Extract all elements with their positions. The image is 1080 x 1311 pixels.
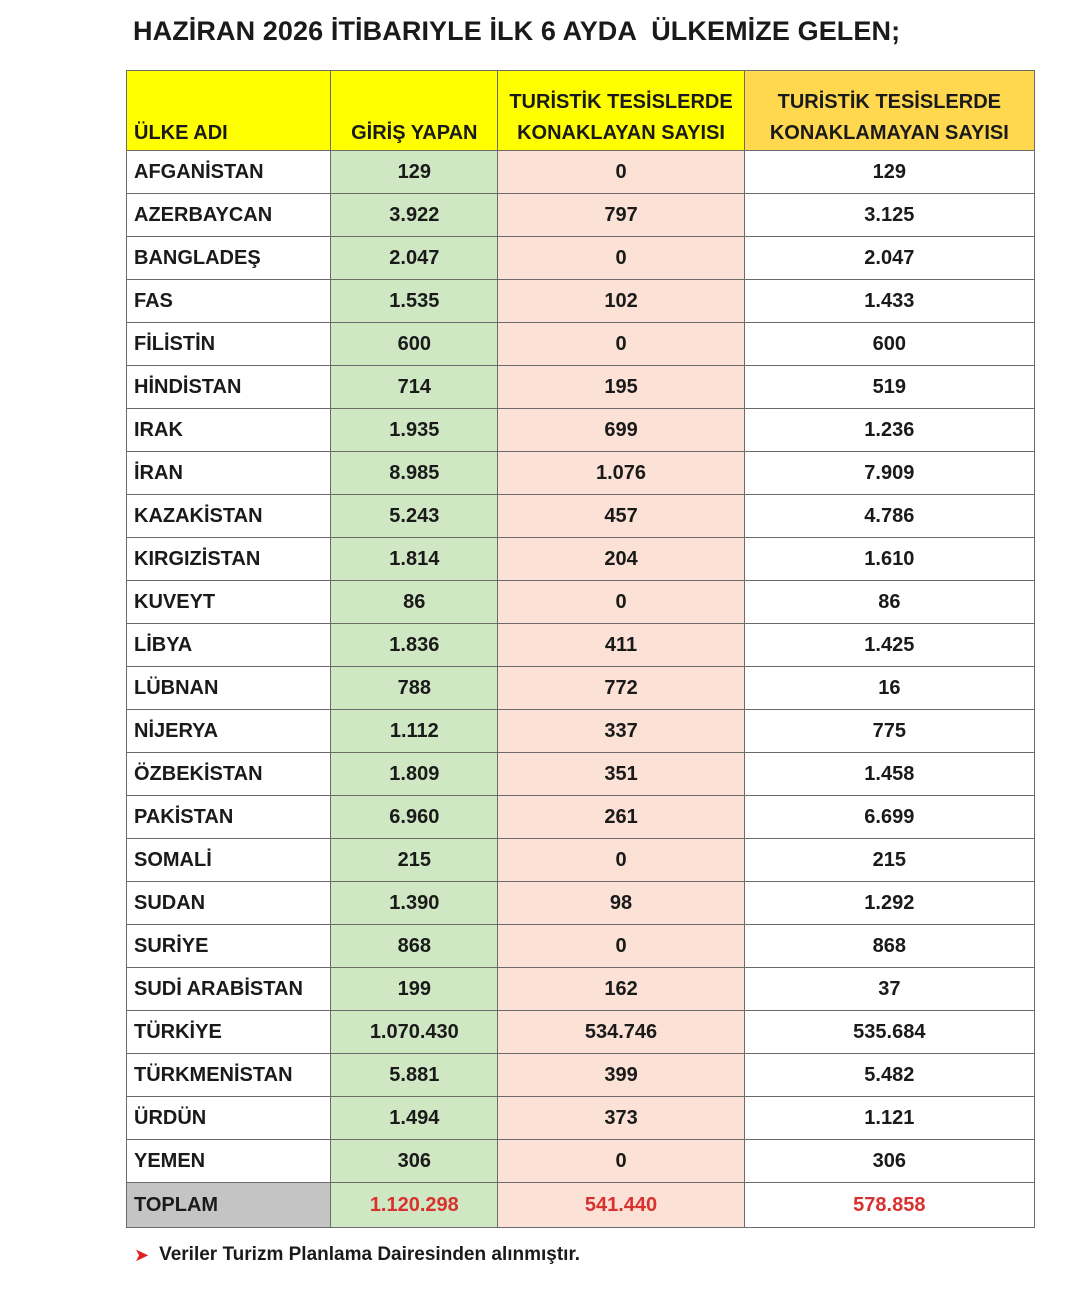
row-not-staying: 306 <box>744 1140 1034 1183</box>
total-row <box>127 1183 1035 1228</box>
row-country: HİNDİSTAN <box>127 366 331 409</box>
row-entries: 2.047 <box>331 237 498 280</box>
row-not-staying: 4.786 <box>744 495 1034 538</box>
row-not-staying: 5.482 <box>744 1054 1034 1097</box>
row-country: FAS <box>127 280 331 323</box>
row-country: BANGLADEŞ <box>127 237 331 280</box>
row-staying: 457 <box>498 495 744 538</box>
row-not-staying: 535.684 <box>744 1011 1034 1054</box>
table-row <box>127 323 1035 366</box>
row-staying: 195 <box>498 366 744 409</box>
table-row <box>127 710 1035 753</box>
row-country: SOMALİ <box>127 839 331 882</box>
table-row <box>127 925 1035 968</box>
row-country: KAZAKİSTAN <box>127 495 331 538</box>
table-row <box>127 495 1035 538</box>
row-not-staying: 1.458 <box>744 753 1034 796</box>
table-row <box>127 839 1035 882</box>
row-country: AZERBAYCAN <box>127 194 331 237</box>
row-staying: 373 <box>498 1097 744 1140</box>
row-entries: 1.494 <box>331 1097 498 1140</box>
table-row <box>127 237 1035 280</box>
table-row <box>127 1140 1035 1183</box>
table-row <box>127 1011 1035 1054</box>
table-row <box>127 667 1035 710</box>
table-row <box>127 624 1035 667</box>
table-header-row <box>127 71 1035 151</box>
row-entries: 1.070.430 <box>331 1011 498 1054</box>
table-row <box>127 753 1035 796</box>
row-country: TÜRKMENİSTAN <box>127 1054 331 1097</box>
table-row <box>127 452 1035 495</box>
row-not-staying: 6.699 <box>744 796 1034 839</box>
row-country: SURİYE <box>127 925 331 968</box>
table-row <box>127 581 1035 624</box>
row-entries: 129 <box>331 151 498 194</box>
row-country: YEMEN <box>127 1140 331 1183</box>
row-entries: 306 <box>331 1140 498 1183</box>
row-not-staying: 600 <box>744 323 1034 366</box>
table-row <box>127 366 1035 409</box>
row-not-staying: 16 <box>744 667 1034 710</box>
row-staying: 0 <box>498 237 744 280</box>
table-row <box>127 409 1035 452</box>
row-entries: 5.881 <box>331 1054 498 1097</box>
row-staying: 0 <box>498 839 744 882</box>
row-not-staying: 2.047 <box>744 237 1034 280</box>
row-not-staying: 86 <box>744 581 1034 624</box>
table-row <box>127 194 1035 237</box>
row-country: NİJERYA <box>127 710 331 753</box>
row-staying: 0 <box>498 151 744 194</box>
row-not-staying: 519 <box>744 366 1034 409</box>
row-not-staying: 129 <box>744 151 1034 194</box>
row-country: FİLİSTİN <box>127 323 331 366</box>
row-staying: 102 <box>498 280 744 323</box>
row-staying: 1.076 <box>498 452 744 495</box>
row-staying: 797 <box>498 194 744 237</box>
table-row <box>127 538 1035 581</box>
row-country: TÜRKİYE <box>127 1011 331 1054</box>
table-row <box>127 1054 1035 1097</box>
row-not-staying: 1.292 <box>744 882 1034 925</box>
row-not-staying: 3.125 <box>744 194 1034 237</box>
row-entries: 1.112 <box>331 710 498 753</box>
row-staying: 98 <box>498 882 744 925</box>
row-country: SUDAN <box>127 882 331 925</box>
row-not-staying: 1.121 <box>744 1097 1034 1140</box>
row-staying: 699 <box>498 409 744 452</box>
row-not-staying: 37 <box>744 968 1034 1011</box>
table-row <box>127 280 1035 323</box>
row-not-staying: 7.909 <box>744 452 1034 495</box>
header-entries: GİRİŞ YAPAN <box>331 71 498 151</box>
row-staying: 261 <box>498 796 744 839</box>
row-entries: 1.836 <box>331 624 498 667</box>
row-staying: 411 <box>498 624 744 667</box>
row-entries: 5.243 <box>331 495 498 538</box>
footnote <box>134 1244 580 1266</box>
row-country: LİBYA <box>127 624 331 667</box>
row-country: AFGANİSTAN <box>127 151 331 194</box>
row-country: LÜBNAN <box>127 667 331 710</box>
footnote-text: Veriler Turizm Planlama Dairesinden alınmıştır. <box>159 1244 581 1265</box>
row-country: ÜRDÜN <box>127 1097 331 1140</box>
total-entries: 1.120.298 <box>331 1183 498 1228</box>
row-country: KIRGIZİSTAN <box>127 538 331 581</box>
row-not-staying: 1.433 <box>744 280 1034 323</box>
row-entries: 1.809 <box>331 753 498 796</box>
row-entries: 868 <box>331 925 498 968</box>
arrivals-table <box>126 70 1035 1228</box>
row-staying: 162 <box>498 968 744 1011</box>
row-entries: 6.960 <box>331 796 498 839</box>
total-not-staying: 578.858 <box>744 1183 1034 1228</box>
row-staying: 399 <box>498 1054 744 1097</box>
row-country: ÖZBEKİSTAN <box>127 753 331 796</box>
row-entries: 788 <box>331 667 498 710</box>
row-staying: 337 <box>498 710 744 753</box>
row-staying: 772 <box>498 667 744 710</box>
row-entries: 215 <box>331 839 498 882</box>
table-row <box>127 882 1035 925</box>
row-country: KUVEYT <box>127 581 331 624</box>
row-country: PAKİSTAN <box>127 796 331 839</box>
row-entries: 1.935 <box>331 409 498 452</box>
row-entries: 1.535 <box>331 280 498 323</box>
row-entries: 1.390 <box>331 882 498 925</box>
row-staying: 0 <box>498 1140 744 1183</box>
header-staying: TURİSTİK TESİSLERDE KONAKLAYAN SAYISI <box>498 71 744 151</box>
table-row <box>127 796 1035 839</box>
total-label: TOPLAM <box>127 1183 331 1228</box>
row-entries: 714 <box>331 366 498 409</box>
page-title: HAZİRAN 2026 İTİBARIYLE İLK 6 AYDA ÜLKEMİZE GELEN; <box>133 16 901 46</box>
row-country: IRAK <box>127 409 331 452</box>
row-staying: 534.746 <box>498 1011 744 1054</box>
row-staying: 0 <box>498 581 744 624</box>
row-entries: 600 <box>331 323 498 366</box>
row-not-staying: 1.610 <box>744 538 1034 581</box>
row-entries: 199 <box>331 968 498 1011</box>
row-staying: 0 <box>498 323 744 366</box>
row-entries: 86 <box>331 581 498 624</box>
row-not-staying: 868 <box>744 925 1034 968</box>
table-row <box>127 151 1035 194</box>
table-row <box>127 1097 1035 1140</box>
row-not-staying: 1.425 <box>744 624 1034 667</box>
row-not-staying: 1.236 <box>744 409 1034 452</box>
row-not-staying: 775 <box>744 710 1034 753</box>
row-staying: 351 <box>498 753 744 796</box>
row-entries: 3.922 <box>331 194 498 237</box>
row-country: SUDİ ARABİSTAN <box>127 968 331 1011</box>
table-row <box>127 968 1035 1011</box>
row-staying: 0 <box>498 925 744 968</box>
arrow-bullet-icon: ➤ <box>134 1244 150 1265</box>
header-not-staying: TURİSTİK TESİSLERDE KONAKLAMAYAN SAYISI <box>744 71 1034 151</box>
row-country: İRAN <box>127 452 331 495</box>
row-staying: 204 <box>498 538 744 581</box>
row-not-staying: 215 <box>744 839 1034 882</box>
row-entries: 1.814 <box>331 538 498 581</box>
header-country: ÜLKE ADI <box>127 71 331 151</box>
row-entries: 8.985 <box>331 452 498 495</box>
total-staying: 541.440 <box>498 1183 744 1228</box>
